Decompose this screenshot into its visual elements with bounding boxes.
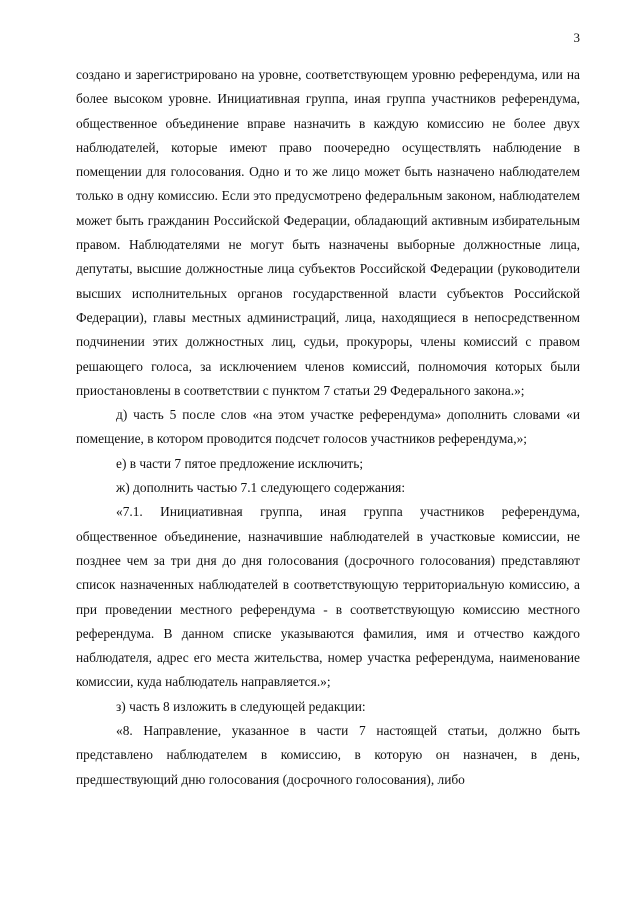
paragraph: создано и зарегистрировано на уровне, соответствующем уровню референдума, или на более высоком уровне. Инициативная группа, иная группа участников референдума, общественное объединение вправе назначить в каждую комиссию не более двух наблюдателей, которые имеют право поочередно осуществлять наблюдение в помещении для голосования. Одно и то же лицо может быть назначено наблюдателем только в одну комиссию. Если это предусмотрено федеральным законом, наблюдателем может быть гражданин Российской Федерации, обладающий активным избирательным правом. Наблюдателями не могут быть назначены выборные должностные лица, депутаты, высшие должностные лица субъектов Российской Федерации (руководители высших исполнительных органов государственной власти субъектов Российской Федерации), главы местных администраций, лица, находящиеся в непосредственном подчинении этих должностных лиц, судьи, прокуроры, члены комиссий с правом решающего голоса, за исключением членов комиссий, полномочия которых были приостановлены в соответствии с пунктом 7 статьи 29 Федерального закона.»; bbox=[76, 67, 580, 398]
paragraph: з) часть 8 изложить в следующей редакции: bbox=[116, 698, 366, 714]
page-number: 3 bbox=[573, 30, 580, 45]
paragraph: ж) дополнить частью 7.1 следующего содержания: bbox=[116, 480, 406, 496]
paragraph: е) в части 7 пятое предложение исключить; bbox=[116, 455, 364, 471]
paragraph: «8. Направление, указанное в части 7 настоящей статьи, должно быть представлено наблюдателем в комиссию, в которую он назначен, в день, предшествующий дню голосования (досрочного голосования), либо bbox=[76, 723, 580, 787]
paragraph: «7.1. Инициативная группа, иная группа участников референдума, общественное объединение, назначившие наблюдателей в участковые комиссии, не позднее чем за три дня до дня голосования (досрочного голосования) представляют список назначенных наблюдателей в соответствующую территориальную комиссию, а при проведении местного референдума - в соответствующую комиссию местного референдума. В данном списке указываются фамилия, имя и отчество каждого наблюдателя, адрес его места жительства, номер участка референдума, наименование комиссии, куда наблюдатель направляется.»; bbox=[76, 504, 580, 690]
paragraph: д) часть 5 после слов «на этом участке референдума» дополнить словами «и помещение, в котором проводится подсчет голосов участников референдума,»; bbox=[76, 407, 580, 447]
document-body bbox=[76, 63, 580, 792]
